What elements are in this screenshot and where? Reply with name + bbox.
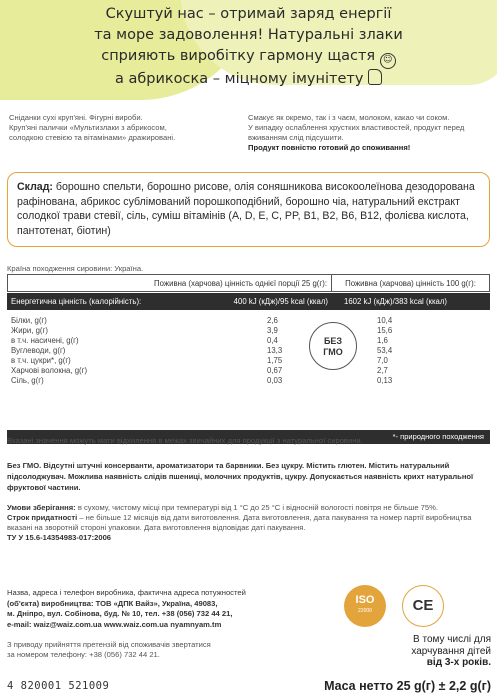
nutrient-portion: 0,67 [267,366,283,375]
header-per-100g: Поживна (харчова) цінність 100 g(г): [332,274,490,292]
shelf-life-text: – не більше 12 місяців від дати виготовлення. Дата виготовлення, дата пакування та номер партії виробництва вказані на зворотній стороні упаковки. Дата виготовлення відповідає даті пакування. [7,513,472,532]
manufacturer-info [7,588,317,630]
table-row [7,336,490,346]
nutrient-portion: 0,03 [267,376,283,385]
usage-line: У випадку ослаблення хрустких властивостей, продукт перед [248,123,465,132]
ce-mark-badge: CE [402,585,444,627]
table-row [7,326,490,336]
composition-box [7,172,490,247]
nutrient-label: Сіль, g(г) [11,376,44,385]
usage-line: Смакує як окремо, так і з чаєм, молоком, какао чи соком. [248,113,450,122]
description-line: Сніданки сухі круп'яні. Фігурні вироби. [9,113,143,122]
nutrient-portion: 3,9 [267,326,278,335]
nutrient-rows [7,310,490,392]
nutrient-label: в т.ч. цукри*, g(г) [11,356,71,365]
header-per-portion: Поживна (харчова) цінність однієї порції 25 g(г): [7,274,332,292]
slogan-line-2: та море задоволення! Натуральні злаки [94,27,403,43]
iso-label: ISO [355,594,375,606]
energy-per-100g: 1602 kJ (кДж)/383 kcal (ккал) [344,297,448,306]
energy-per-portion: 400 kJ (кДж)/95 kcal (ккал) [233,297,328,306]
nutrient-per100: 7,0 [377,356,388,365]
storage-text: в сухому, чистому місці при температурі від 1 °С до 25 °С і відносній вологості повітря не більше 75%. [75,503,438,512]
nutrient-label: Білки, g(г) [11,316,47,325]
nutrient-label: Жири, g(г) [11,326,48,335]
table-row [7,346,490,356]
slogan-line-3: сприяють виробітку гармону щастя [101,48,376,64]
smile-emoji-icon: ☺ [380,53,396,69]
composition-text: борошно спельти, борошно рисове, олія соняшникова високоолеїнова дезодорована рафінована, абрикос сублімований порошкоподібний, борошно чіа, натуральний екстракт солодкої трави стевії, сіль, суміш вітамінів (А, D, E, C, PP, B1, B2, B6, B12, фолієва кислота, пантотенат, біотин) [17,181,475,237]
shelf-life-label: Строк придатності [7,513,78,522]
manufacturer-contacts: e-mail: waiz@waiz.com.ua www.waiz.com.ua nyamnyam.tm [7,619,222,629]
nutrient-per100: 2,7 [377,366,388,375]
table-row [7,316,490,326]
composition-label: Склад: [17,181,53,193]
nutrient-per100: 10,4 [377,316,393,325]
slogan [0,4,497,90]
ready-to-eat-note: Продукт повністю готовий до споживання! [248,143,411,152]
kids-age: від 3-х років. [426,657,491,668]
barcode-number: 4 820001 521009 [7,680,110,692]
claims-phone: за номером телефону: +38 (056) 732 44 21. [7,650,160,659]
description-line: Круп'яні палички «Мультизлаки з абрикосом, [9,123,167,132]
nutrient-per100: 53,4 [377,346,393,355]
nutrient-portion: 2,6 [267,316,278,325]
energy-label: Енергетична цінність (калорійність): [11,297,142,306]
kids-line: харчування дітей [411,645,491,657]
storage-label: Умови зберігання: [7,503,76,512]
origin-country: Країна походження сировини: Україна. [7,264,144,273]
manufacturer-line: Назва, адреса і телефон виробника, фактична адреса потужностей [7,588,246,597]
nutrient-portion: 0,4 [267,336,278,345]
net-mass: Маса нетто 25 g(г) ± 2,2 g(г) [324,679,491,693]
nutrient-per100: 0,13 [377,376,393,385]
claims-line: З приводу прийняття претензій від споживачів звертатися [7,640,211,649]
kids-suitability [381,634,491,669]
table-row [7,356,490,366]
nutrient-label: Вуглеводи, g(г) [11,346,66,355]
values-deviation-note: Вказані значення можуть мати відхилення в межах звичайних для продукції з натуральної сировини. [7,436,363,445]
allergen-info: Без ГМО. Відсутні штучні консерванти, ароматизатори та барвники. Без цукру. Містить глютен. Містить натуральний підсолоджувач. Можлива наявність слідів пшениці, молочних продуктів, цукру. Допускається наявність крихт натуральної фруктової частини. [7,461,474,492]
table-row [7,376,490,386]
nutrient-per100: 15,6 [377,326,393,335]
no-gmo-badge-line2: ГМО [323,347,343,357]
table-row [7,366,490,376]
usage-line: вживанням слід підсушити. [248,133,344,142]
manufacturer-line: м. Дніпро, вул. Собінова, буд. № 10, тел. +38 (056) 732 44 21, [7,609,233,618]
storage-info [7,503,490,543]
no-gmo-badge [309,322,357,370]
tech-spec-code: ТУ У 15.6-14354983-017:2006 [7,533,112,542]
description-line: солодкою стевією та вітамінами» дражировані. [9,133,176,142]
product-description [9,113,234,143]
nutrition-footnote: *- природного походження [7,430,490,444]
nutrient-label: Харчові волокна, g(г) [11,366,88,375]
iso-22000-badge [344,585,386,627]
slogan-line-1: Скуштуй нас – отримай заряд енергії [105,6,392,22]
energy-row [7,293,490,310]
nutrient-portion: 1,75 [267,356,283,365]
iso-number: 22000 [358,608,372,614]
claims-info [7,640,307,660]
thumbs-up-icon [368,69,382,85]
no-gmo-badge-line1: БЕЗ [323,336,343,346]
slogan-line-4: а абрикоска – міцному імунітету [114,71,364,87]
nutrient-label: в т.ч. насичені, g(г) [11,336,79,345]
nutrient-per100: 1,6 [377,336,388,345]
nutrition-header [7,274,490,292]
manufacturer-line: (об'єкта) виробництва: ТОВ «ДПК Вайз», Україна, 49083, [7,598,218,608]
nutrient-portion: 13,3 [267,346,283,355]
kids-line: В тому числі для [413,634,491,645]
usage-instructions [248,113,488,153]
